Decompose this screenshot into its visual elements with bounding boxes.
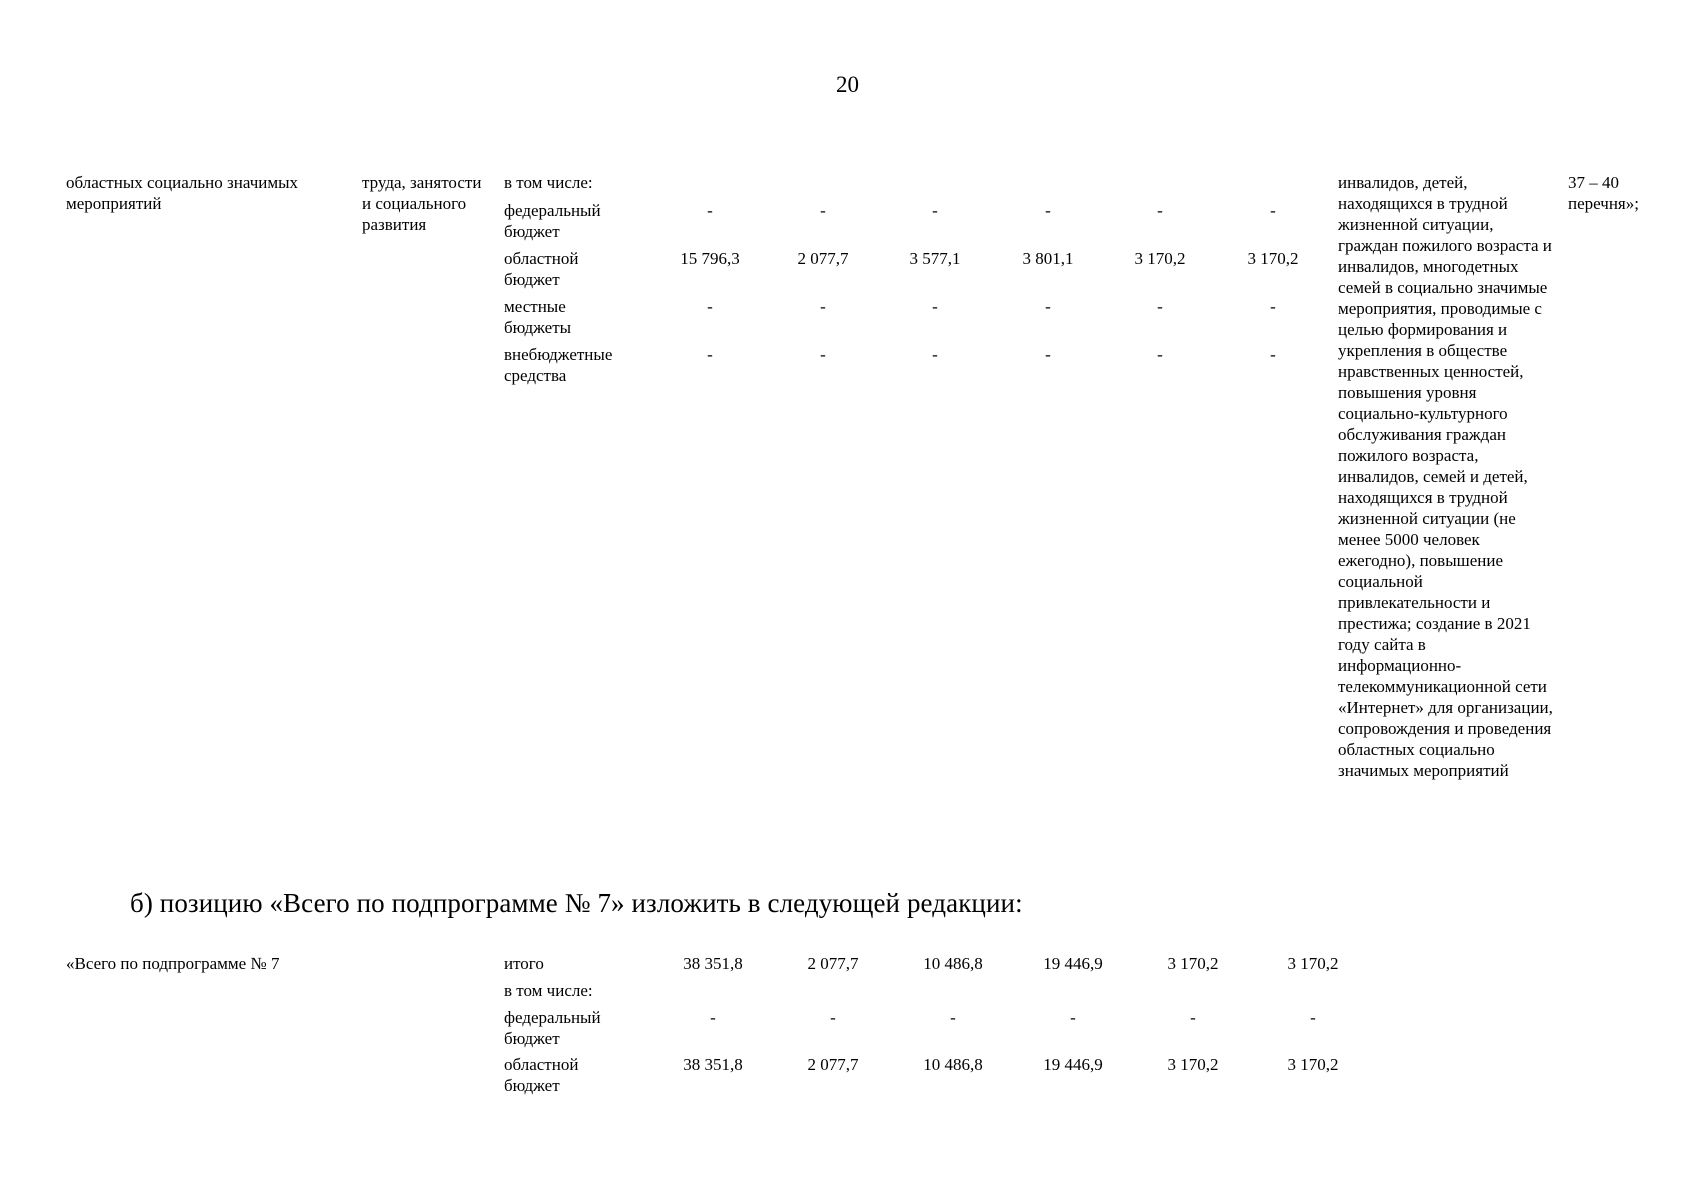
table-cell: 3 170,2 [1247, 249, 1299, 268]
row-label-extrabudgetary: внебюджетные средства [504, 345, 613, 385]
table-cell: - [1270, 201, 1276, 220]
row-label-federal: федеральный бюджет [504, 1008, 601, 1048]
table-cell: - [1045, 201, 1051, 220]
subprogram-total-title: «Всего по подпрограмме № 7 [66, 954, 280, 973]
amendment-heading: б) позицию «Всего по подпрограмме № 7» изложить в следующей редакции: [130, 888, 1023, 918]
table-cell: - [932, 345, 938, 364]
table-cell: 38 351,8 [683, 1055, 743, 1074]
table-cell: - [932, 201, 938, 220]
executor-cell: труда, занятости и социального развития [362, 173, 482, 234]
table-cell: 19 446,9 [1043, 1055, 1103, 1074]
table-cell: - [820, 297, 826, 316]
table-cell: - [1045, 345, 1051, 364]
table-cell: - [1070, 1008, 1076, 1027]
table-cell: - [707, 345, 713, 364]
table-cell: - [830, 1008, 836, 1027]
table-cell: - [707, 201, 713, 220]
including-label: в том числе: [504, 173, 593, 192]
page-number: 20 [836, 72, 859, 97]
table-cell: 3 170,2 [1167, 954, 1219, 973]
table-cell: 3 577,1 [909, 249, 961, 268]
table-cell: - [950, 1008, 956, 1027]
table-cell: - [707, 297, 713, 316]
table-cell: 3 170,2 [1287, 1055, 1339, 1074]
table-cell: - [710, 1008, 716, 1027]
table-cell: - [1190, 1008, 1196, 1027]
table-cell: 3 170,2 [1287, 954, 1339, 973]
table-cell: 3 170,2 [1167, 1055, 1219, 1074]
table-cell: - [820, 345, 826, 364]
row-label-including: в том числе: [504, 981, 593, 1000]
table-cell: 38 351,8 [683, 954, 743, 973]
table-cell: 15 796,3 [680, 249, 740, 268]
indicator-ref-cell: 37 – 40 перечня»; [1568, 173, 1639, 213]
row-label-regional: областной бюджет [504, 1055, 579, 1095]
table-cell: - [1310, 1008, 1316, 1027]
table-cell: - [1157, 297, 1163, 316]
row-label-local: местные бюджеты [504, 297, 572, 337]
table-cell: - [1157, 345, 1163, 364]
table-cell: 2 077,7 [807, 954, 859, 973]
table-cell: - [820, 201, 826, 220]
row-label-federal: федеральный бюджет [504, 201, 601, 241]
table-cell: 2 077,7 [797, 249, 849, 268]
table-cell: - [1270, 345, 1276, 364]
table-cell: 10 486,8 [923, 1055, 983, 1074]
table-cell: - [1045, 297, 1051, 316]
table-cell: 3 170,2 [1134, 249, 1186, 268]
table-cell: - [1157, 201, 1163, 220]
table-cell: 3 801,1 [1022, 249, 1074, 268]
table-cell: 2 077,7 [807, 1055, 859, 1074]
table-cell: 10 486,8 [923, 954, 983, 973]
expected-result-cell: инвалидов, детей, находящихся в трудной жизненной ситуации, граждан пожилого возраста и инвалидов, многодетных семей в социально значимые мероприятия, проводимые с целью формирования и укрепления в обществе нравственных ценностей, повышения уровня социально-культурного обслуживания граждан пожилого возраста, инвалидов, семей и детей, находящихся в трудной жизненной ситуации (не менее 5000 человек ежегодно), повышение социальной привлекательности и престижа; создание в 2021 году сайта в информационно-телекоммуникационной сети «Интернет» для организации, сопровождения и проведения областных социально значимых мероприятий [1338, 173, 1553, 780]
row-label-regional: областной бюджет [504, 249, 579, 289]
table-cell: - [932, 297, 938, 316]
table-cell: - [1270, 297, 1276, 316]
row-label-total: итого [504, 954, 544, 973]
table-cell: 19 446,9 [1043, 954, 1103, 973]
event-name-cell: областных социально значимых мероприятий [66, 173, 299, 213]
